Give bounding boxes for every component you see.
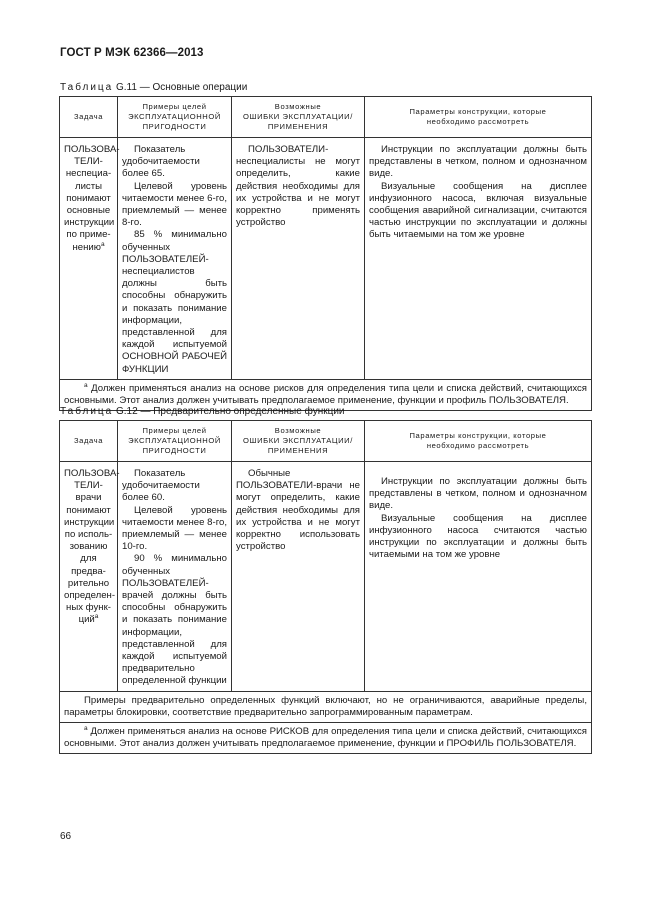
table-footnote: $^a$ Должен применяться анализ на основе рисков для определения типа цели и списка действий, считающихся основными. Этот анализ должен учитывать предполагаемое применение, функции и профиль ПОЛЬЗОВАТЕЛЯ. — [60, 379, 592, 410]
table-g12-caption — [60, 406, 345, 417]
footnote-row — [60, 723, 592, 754]
table-g11 — [59, 96, 592, 411]
cell-task: ПОЛЬЗОВА-ТЕЛИ-врачи понимают инструкции по исполь-зованию для предва-рительно определен-ных функ-ций$^a$ — [60, 462, 118, 692]
header-errors: Возможные ОШИБКИ ЭКСПЛУАТАЦИИ/ ПРИМЕНЕНИЯ — [232, 97, 365, 138]
cell-goals: Показатель удобочитаемости более 65. Целевой уровень читаемости менее 6-го, приемлемый — менее 8-го. 85 % минимально обученных ПОЛЬЗОВАТЕЛЕЙ-неспециалистов должны быть способны обнаружить и показать понимание информации, представленной для каждой испытуемой ОСНОВНОЙ РАБОЧЕЙ ФУНКЦИИ — [118, 138, 232, 380]
caption-title: G.11 — Основные операции — [116, 82, 248, 93]
cell-errors: Обычные ПОЛЬЗОВАТЕЛИ-врачи не могут определить, какие действия необходимы для их устройства и не могут корректно использовать устройство — [232, 462, 365, 692]
table-row — [60, 138, 592, 380]
caption-word: Таблица — [60, 82, 114, 93]
header-goals: Примеры целей ЭКСПЛУАТАЦИОННОЙ ПРИГОДНОСТИ — [118, 97, 232, 138]
header-params: Параметры конструкции, которые необходимо рассмотреть — [365, 421, 592, 462]
caption-title: G.12 — Предварительно определенные функции — [116, 406, 345, 417]
header-task: Задача — [60, 421, 118, 462]
table-footnote: $^a$ Должен применяться анализ на основе РИСКОВ для определения типа цели и списка действий, считающихся основными. Этот анализ должен учитывать предполагаемое применение, функции и ПРОФИЛЬ ПОЛЬЗОВАТЕЛЯ. — [60, 723, 592, 754]
examples-row — [60, 691, 592, 722]
table-header-row — [60, 421, 592, 462]
table-header-row — [60, 97, 592, 138]
header-params: Параметры конструкции, которые необходимо рассмотреть — [365, 97, 592, 138]
table-examples-note: Примеры предварительно определенных функций включают, но не ограничиваются, аварийные пределы, параметры блокировки, соответствие предварительно запрограммированным параметрам. — [60, 691, 592, 722]
header-task: Задача — [60, 97, 118, 138]
cell-errors: ПОЛЬЗОВАТЕЛИ-неспециалисты не могут определить, какие действия необходимы для их устройства и не могут корректно применять устройство — [232, 138, 365, 380]
header-goals: Примеры целей ЭКСПЛУАТАЦИОННОЙ ПРИГОДНОСТИ — [118, 421, 232, 462]
page-number: 66 — [60, 831, 72, 842]
table-row — [60, 462, 592, 692]
table-g12 — [59, 420, 592, 754]
caption-word: Таблица — [60, 406, 114, 417]
cell-params: Инструкции по эксплуатации должны быть представлены в четком, полном и однозначном виде. Визуальные сообщения на дисплее инфузионного насоса считаются частью инструкции по эксплуатации и должны быть читаемыми на том же уровне — [365, 462, 592, 692]
cell-params: Инструкции по эксплуатации должны быть представлены в четком, полном и однозначном виде. Визуальные сообщения на дисплее инфузионного насоса, включая визуальные сообщения аварийной сигнализации, считаются частью инструкции по эксплуатации и должны быть читаемыми на том же уровне — [365, 138, 592, 380]
header-errors: Возможные ОШИБКИ ЭКСПЛУАТАЦИИ/ ПРИМЕНЕНИЯ — [232, 421, 365, 462]
cell-goals: Показатель удобочитаемости более 60. Целевой уровень читаемости менее 8-го, приемлемый — менее 10-го. 90 % минимально обученных ПОЛЬЗОВАТЕЛЕЙ-врачей должны быть способны обнаружить и показать понимание информации, представленной для каждой испытуемой предварительно определенной функции — [118, 462, 232, 692]
cell-task: ПОЛЬЗОВА-ТЕЛИ-неспециа-листы понимают основные инструкции по приме-нению$^a$ — [60, 138, 118, 380]
document-id: ГОСТ Р МЭК 62366—2013 — [60, 47, 204, 59]
table-g11-caption — [60, 82, 247, 93]
